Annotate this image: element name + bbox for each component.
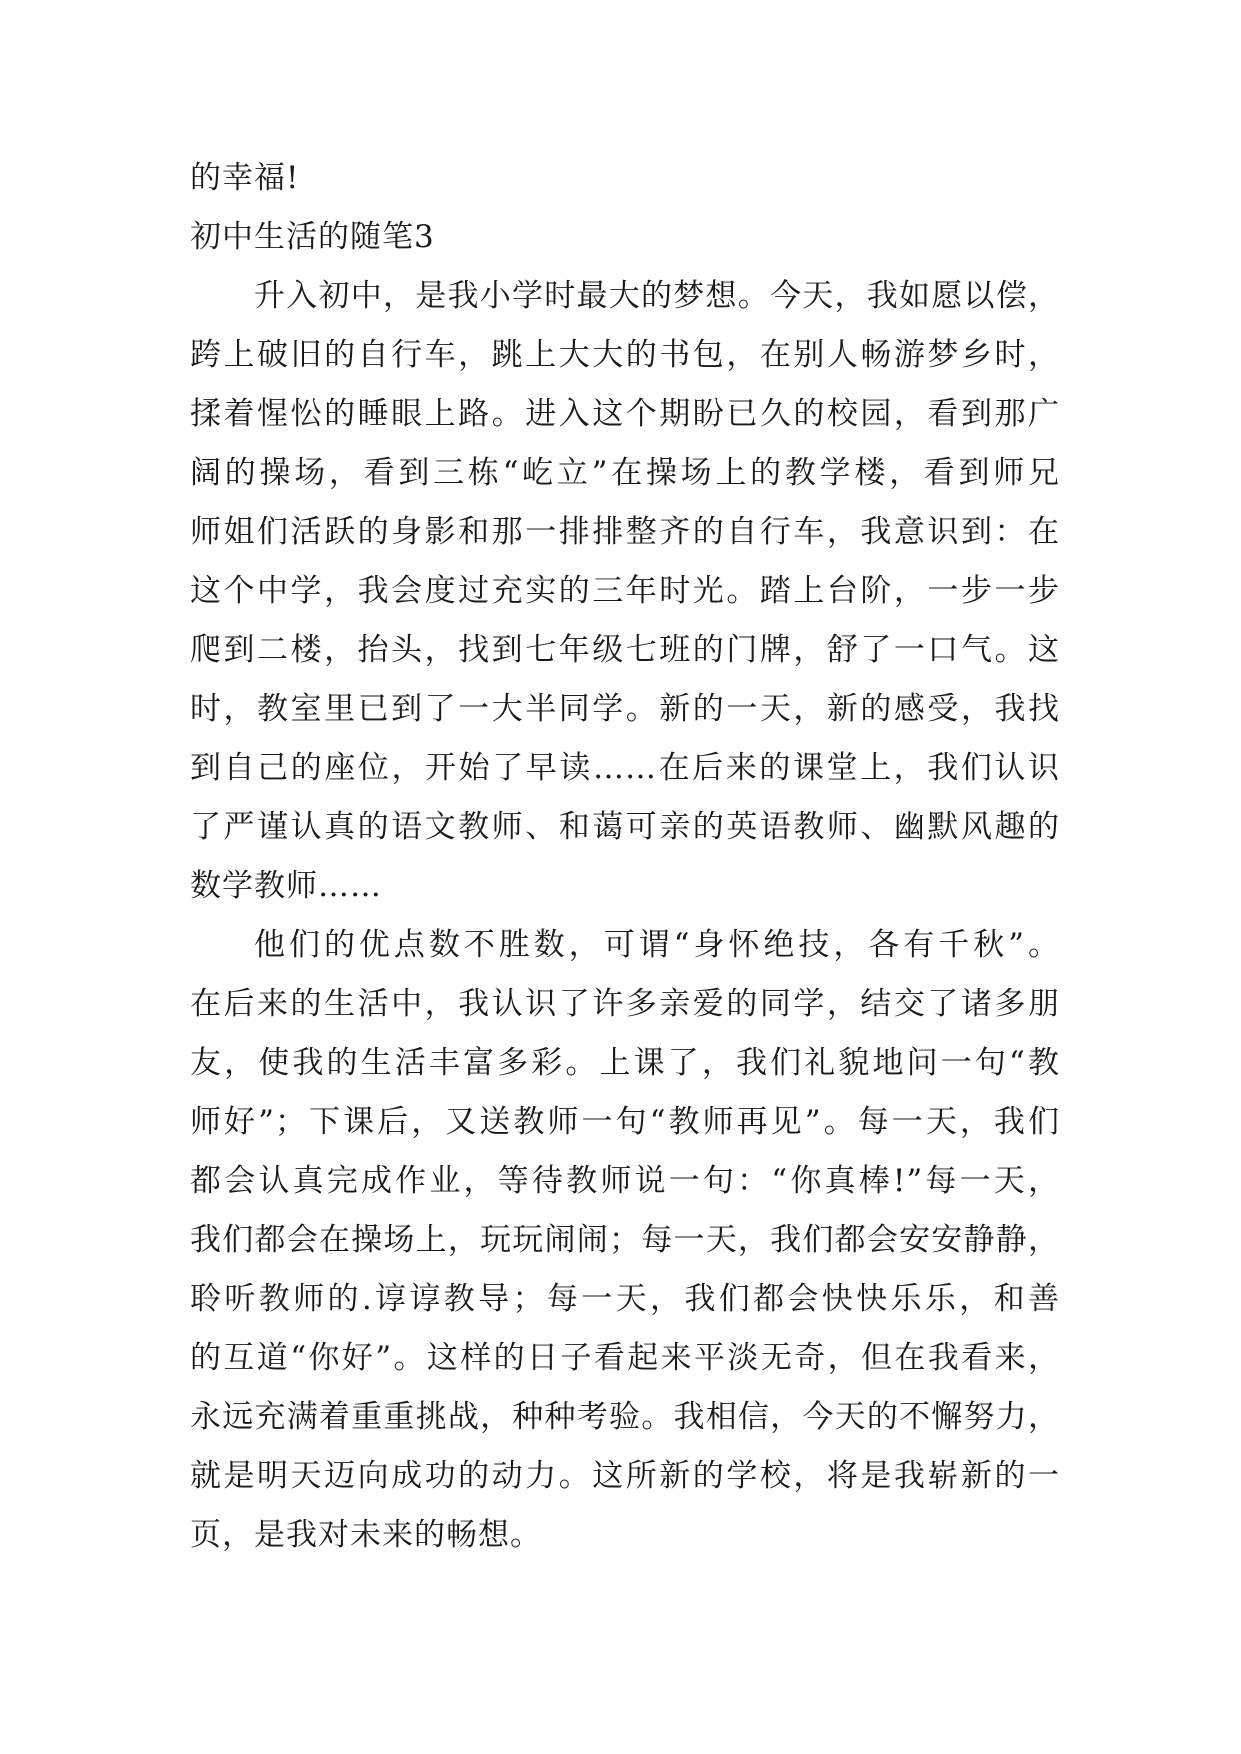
paragraph-line: 阔的操场，看到三栋“屹立”在操场上的教学楼，看到师兄: [190, 455, 1060, 491]
paragraph-line: 到自己的座位，开始了早读……在后来的课堂上，我们认识: [190, 750, 1060, 786]
paragraph-line: 数学教师……: [190, 868, 382, 904]
paragraph-line: 升入初中，是我小学时最大的梦想。今天，我如愿以偿，: [254, 278, 1060, 314]
paragraph-line: 爬到二楼，抬头，找到七年级七班的门牌，舒了一口气。这: [190, 632, 1060, 668]
paragraph-line: 就是明天迈向成功的动力。这所新的学校，将是我崭新的一: [190, 1458, 1060, 1494]
paragraph-line: 聆听教师的.谆谆教导；每一天，我们都会快快乐乐，和善: [190, 1281, 1060, 1317]
paragraph-line: 师好”；下课后，又送教师一句“教师再见”。每一天，我们: [190, 1104, 1060, 1140]
continuation-line: 的幸福!: [190, 160, 300, 196]
paragraph-line: 这个中学，我会度过充实的三年时光。踏上台阶，一步一步: [190, 573, 1060, 609]
paragraph-line: 的互道“你好”。这样的日子看起来平淡无奇，但在我看来，: [190, 1340, 1060, 1376]
section-title: 初中生活的随笔3: [190, 219, 435, 255]
essay-text: [190, 149, 1060, 1565]
paragraph-line: 时，教室里已到了一大半同学。新的一天，新的感受，我找: [190, 691, 1060, 727]
paragraph-line: 友，使我的生活丰富多彩。上课了，我们礼貌地问一句“教: [190, 1045, 1060, 1081]
paragraph-line: 揉着惺忪的睡眼上路。进入这个期盼已久的校园，看到那广: [190, 396, 1060, 432]
paragraph-line: 永远充满着重重挑战，种种考验。我相信，今天的不懈努力，: [190, 1399, 1060, 1435]
paragraph-1: [190, 267, 1060, 916]
paragraph-line: 跨上破旧的自行车，跳上大大的书包，在别人畅游梦乡时，: [190, 337, 1060, 373]
paragraph-2: [190, 916, 1060, 1565]
paragraph-line: 都会认真完成作业，等待教师说一句：“你真棒!”每一天，: [190, 1163, 1060, 1199]
paragraph-line: 他们的优点数不胜数，可谓“身怀绝技，各有千秋”。: [254, 927, 1060, 963]
paragraph-line: 在后来的生活中，我认识了许多亲爱的同学，结交了诸多朋: [190, 986, 1060, 1022]
paragraph-line: 了严谨认真的语文教师、和蔼可亲的英语教师、幽默风趣的: [190, 809, 1060, 845]
paragraph-line: 师姐们活跃的身影和那一排排整齐的自行车，我意识到：在: [190, 514, 1060, 550]
paragraph-line: 我们都会在操场上，玩玩闹闹；每一天，我们都会安安静静，: [190, 1222, 1060, 1258]
paragraph-line: 页，是我对未来的畅想。: [190, 1517, 542, 1553]
